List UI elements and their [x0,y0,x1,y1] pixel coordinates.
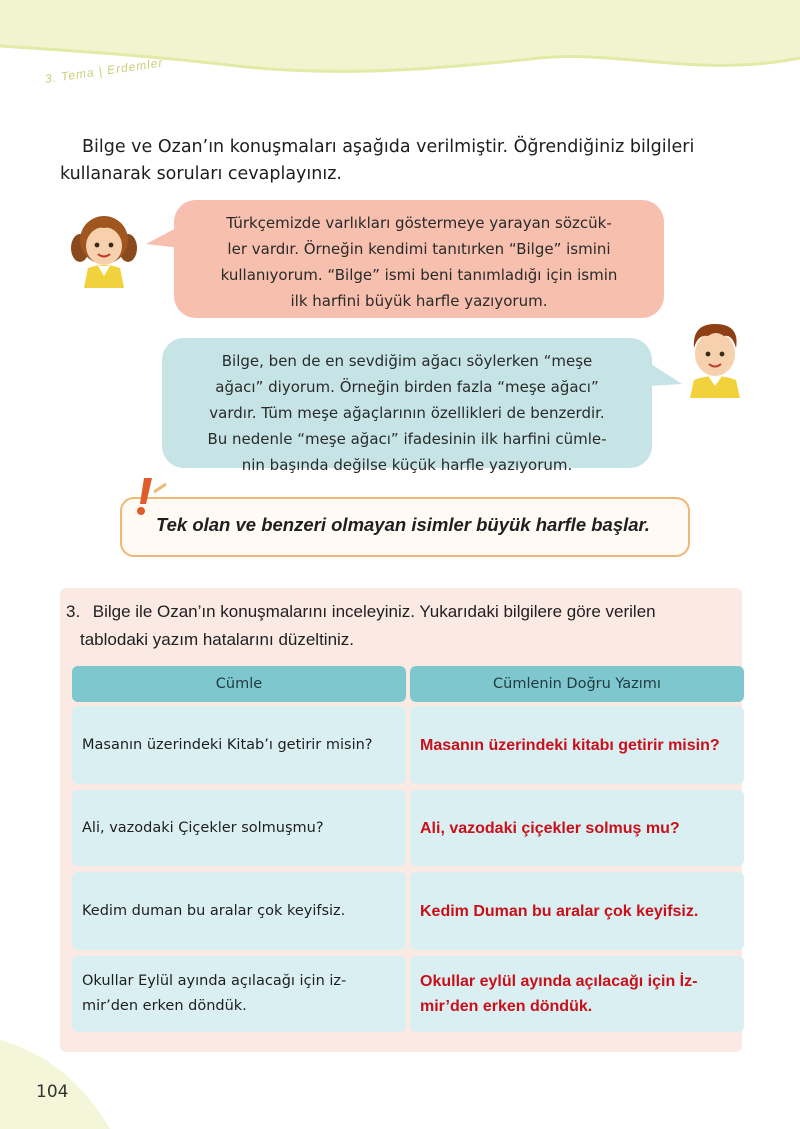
table-header-correct: Cümlenin Doğru Yazımı [410,666,744,702]
answer-text: Masanın üzerindeki kitabı getirir misin? [420,736,720,754]
question-number: 3. [66,602,81,621]
table-cell-sentence [72,790,406,866]
answer-text: Kedim Duman bu aralar çok keyifsiz. [420,902,699,920]
bilge-avatar [66,206,142,288]
ozan-avatar [680,316,750,398]
answer-text-line: Okullar eylül ayında açılacağı için İz- [420,973,698,990]
table-cell-answer[interactable] [410,706,744,784]
sentence-text-line: Okullar Eylül ayında açılacağı için iz- [82,973,347,989]
ozan-line: Bilge, ben de en sevdiğim ağacı söylerken “meşe [221,352,593,370]
table-header-sentence: Cümle [72,666,406,702]
ozan-speech-bubble [162,338,652,474]
ozan-line: vardır. Tüm meşe ağaçlarının özellikleri de benzerdir. [209,404,605,422]
question-text [66,598,756,654]
answer-text-line: mir’den erken döndük. [420,998,593,1015]
sentence-text: Kedim duman bu aralar çok keyifsiz. [82,902,346,919]
table-cell-answer[interactable] [410,956,744,1032]
rule-text: Tek olan ve benzeri olmayan isimler büyük harfle başlar. [156,514,650,535]
ozan-line: nin başında değilse küçük harfle yazıyorum. [241,456,573,474]
intro-text: Bilge ve Ozan’ın konuşmaları aşağıda verilmiştir. Öğrendiğiniz bilgileri kullanarak soruları cevaplayınız. [60,137,695,184]
bilge-line: ilk harfini büyük harfle yazıyorum. [290,292,548,310]
question-line-2: tablodaki yazım hatalarını düzeltiniz. [80,630,355,649]
table-cell-answer[interactable] [410,790,744,866]
exclamation-pencil-icon [126,474,170,518]
sentence-text: Masanın üzerindeki Kitab’ı getirir misin? [82,736,373,753]
bilge-line: kullanıyorum. “Bilge” ismi beni tanımladığı için ismin [220,266,618,284]
header-wave-band [0,0,800,110]
bilge-line: Türkçemizde varlıkları göstermeye yarayan sözcük- [226,214,612,232]
table-cell-sentence [72,706,406,784]
bilge-speech-bubble [174,200,664,318]
ozan-bubble-tail [648,362,682,388]
page-number: 104 [36,1082,69,1102]
table-cell-sentence [72,956,406,1032]
bilge-line: ler vardır. Örneğin kendimi tanıtırken “Bilge” ismini [227,240,611,258]
table-cell-sentence [72,872,406,950]
sentence-text: Ali, vazodaki Çiçekler solmuşmu? [82,819,324,836]
sentence-text-line: mir’den erken döndük. [82,998,247,1014]
ozan-line: ağacı” diyorum. Örneğin birden fazla “meşe ağacı” [215,378,599,396]
table-cell-answer[interactable] [410,872,744,950]
answer-text: Ali, vazodaki çiçekler solmuş mu? [420,819,680,837]
ozan-line: Bu nedenle “meşe ağacı” ifadesinin ilk harfini cümle- [207,430,607,448]
theme-label: 3. Tema | Erdemler [44,55,165,86]
question-line-1: Bilge ile Ozan’ın konuşmalarını inceleyiniz. Yukarıdaki bilgilere göre verilen [92,602,656,621]
